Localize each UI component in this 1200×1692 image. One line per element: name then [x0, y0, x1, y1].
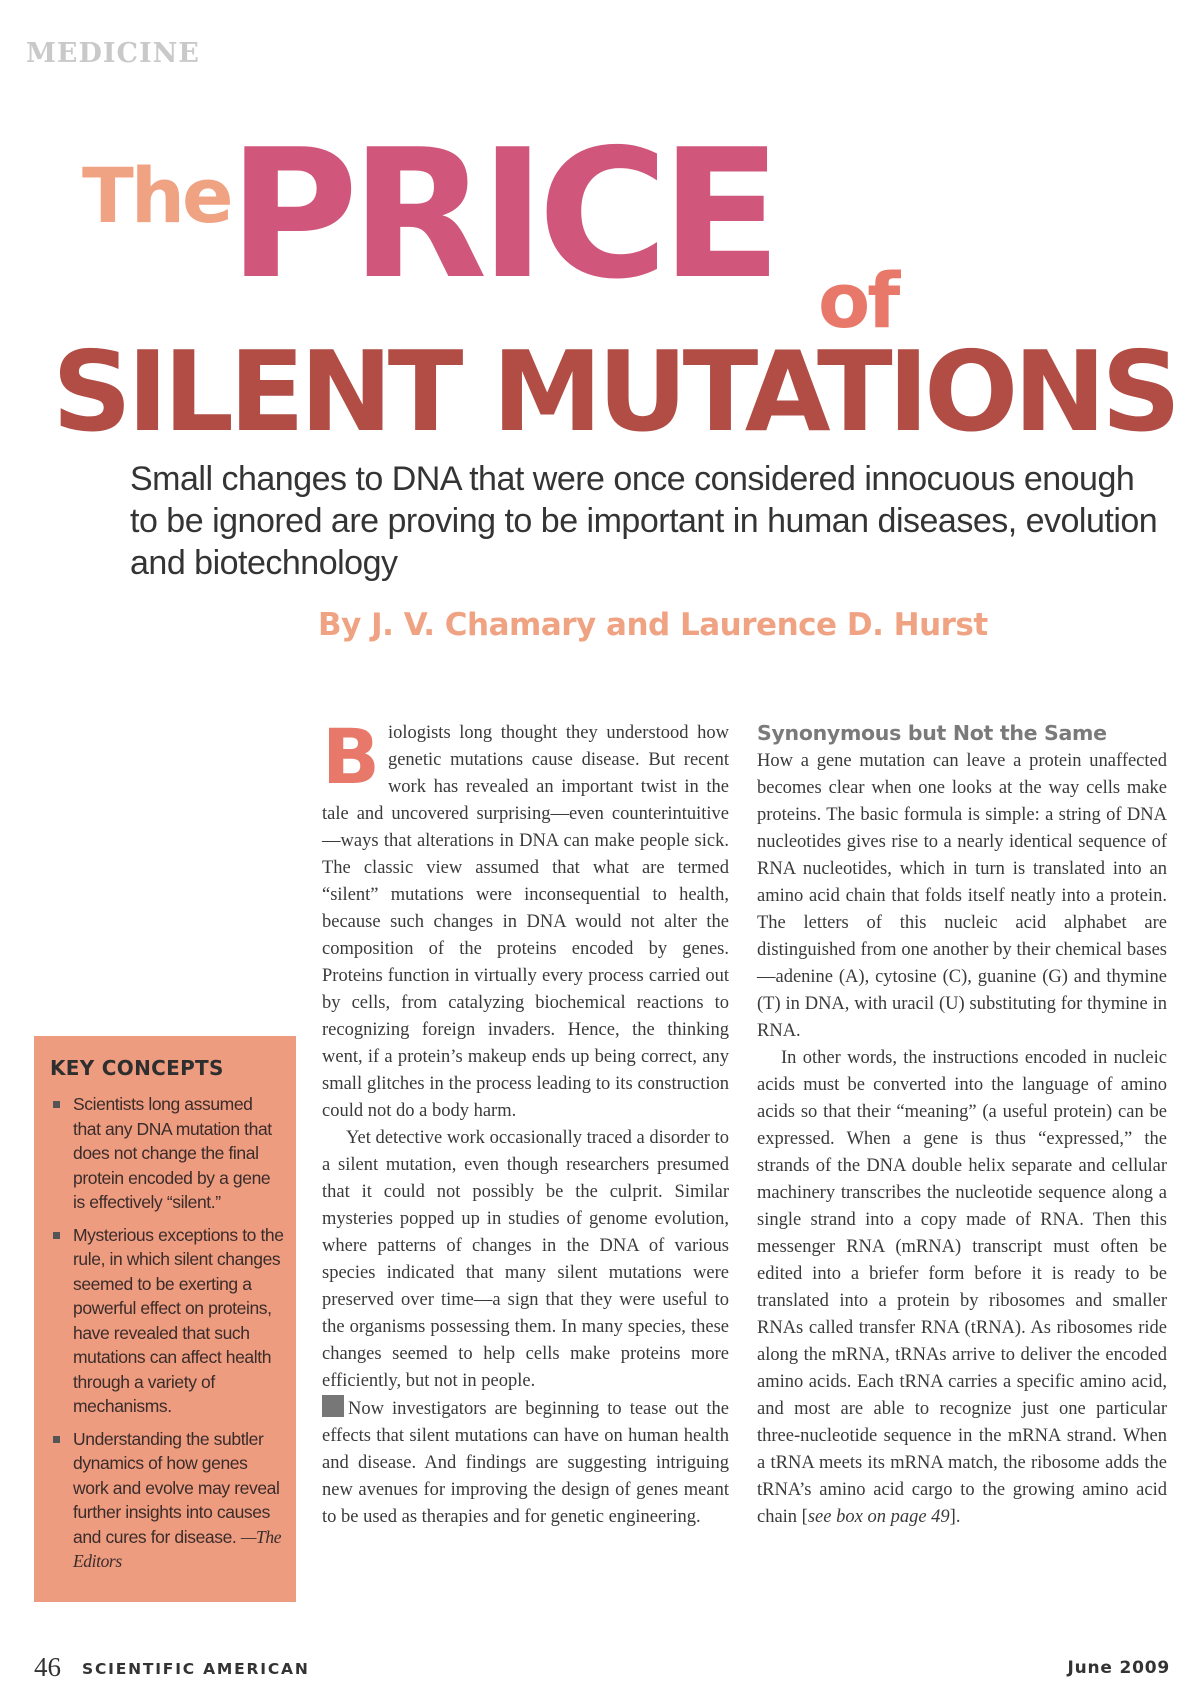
paragraph-3: [322, 1395, 729, 1531]
key-concepts-title: KEY CONCEPTS: [50, 1056, 224, 1080]
paragraph-5: [757, 1045, 1167, 1531]
body-column-right: [757, 720, 1167, 1531]
bullet-square-icon: [53, 1232, 60, 1239]
paragraph-1-text: iologists long thought they understood how genetic mutations cause disease. But recent work has revealed an important twist in the tale and uncovered surprising—even counterintuitive—ways that alterations in DNA can make people sick. The classic view assumed that what are termed “silent” mutations were inconsequential to health, because such changes in DNA would not alter the composition of the proteins encoded by genes. Proteins function in virtually every process carried out by cells, from catalyzing biochemical reactions to recognizing foreign invaders. Hence, the thinking went, if a protein’s makeup ends up being correct, any small glitches in the process leading to its construction could not do a body harm.: [322, 723, 729, 1121]
byline: By J. V. Chamary and Laurence D. Hurst: [318, 607, 988, 643]
key-concepts-list: [50, 1092, 284, 1574]
drop-cap: B: [322, 712, 380, 801]
section-break-square: [322, 1395, 344, 1417]
page-number: 46: [34, 1652, 61, 1682]
body-column-left: [322, 712, 729, 1531]
key-concept-item: [50, 1223, 284, 1419]
bullet-square-icon: [53, 1436, 60, 1443]
title-silent-mutations: SILENT MUTATIONS: [52, 328, 1177, 457]
paragraph-3-text: Now investigators are beginning to tease out the effects that silent mutations can have on human health and disease. And findings are suggesting intriguing new avenues for improving the design of genes meant to be used as therapies and for genetic engineering.: [322, 1399, 729, 1527]
editors-signature: —The Editors: [73, 1526, 282, 1571]
paragraph-1: [322, 712, 729, 1125]
bullet-square-icon: [53, 1101, 60, 1108]
key-concept-item: [50, 1092, 284, 1215]
key-concept-text: Understanding the subtler dynamics of how genes work and evolve may reveal further insights into causes and cures for disease.: [73, 1428, 280, 1547]
paragraph-4: How a gene mutation can leave a protein unaffected becomes clear when one looks at the way cells make proteins. The basic formula is simple: a string of DNA nucleotides gives rise to a nearly identical sequence of RNA nucleotides, which in turn is translated into an amino acid chain that folds itself neatly into a protein. The letters of this nucleic acid alphabet are distinguished from one another by their chemical bases—adenine (A), cytosine (C), guanine (G) and thymine (T) in DNA, with uracil (U) substituting for thymine in RNA.: [757, 751, 1167, 1041]
section-label: MEDICINE: [26, 38, 200, 69]
title-the: The: [82, 151, 231, 240]
key-concept-text: Scientists long assumed that any DNA mutation that does not change the final protein encoded by a gene is effectively “silent.”: [73, 1094, 272, 1212]
paragraph-2: Yet detective work occasionally traced a disorder to a silent mutation, even though researchers presumed that it could not possibly be the culprit. Similar mysteries popped up in studies of genome evolution, where patterns of changes in the DNA of various species indicated that many silent mutations were preserved over time—a sign that they were useful to the organisms possessing them. In many species, these changes seemed to help cells make proteins more efficiently, but not in people.: [322, 1128, 729, 1391]
title-of: of: [818, 256, 898, 345]
key-concepts-box: [34, 1036, 296, 1602]
magazine-name: SCIENTIFIC AMERICAN: [82, 1660, 310, 1678]
paragraph-5-end: ].: [949, 1507, 961, 1527]
key-concept-text: Mysterious exceptions to the rule, in which silent changes seemed to be exerting a powerful effect on proteins, have revealed that such mutations can affect health through a variety of mechanisms.: [73, 1224, 284, 1416]
issue-date: June 2009: [1067, 1658, 1170, 1678]
box-reference: see box on page 49: [807, 1507, 950, 1527]
key-concept-item: [50, 1427, 284, 1574]
subhead: Synonymous but Not the Same: [757, 721, 1107, 745]
article-deck: Small changes to DNA that were once considered innocuous enough to be ignored are proving to be important in human diseases, evolution and biotechnology: [130, 460, 1158, 582]
paragraph-5-text: In other words, the instructions encoded in nucleic acids must be converted into the language of amino acids so that their “meaning” (a useful protein) can be expressed. When a gene is thus “expressed,” the strands of the DNA double helix separate and cellular machinery transcribes the nucleotide sequence along a single strand into a copy made of RNA. Then this messenger RNA (mRNA) transcript must often be edited into a briefer form before it is ready to be translated into a protein by ribosomes and smaller RNAs called transfer RNA (tRNA). As ribosomes ride along the mRNA, tRNAs arrive to deliver the encoded amino acids. Each tRNA carries a specific amino acid, and most are able to recognize just one particular three-nucleotide sequence in the mRNA strand. When a tRNA meets its mRNA match, the ribosome adds the tRNA’s amino acid cargo to the growing amino acid chain [: [757, 1048, 1167, 1527]
title-price: PRICE: [228, 111, 774, 318]
